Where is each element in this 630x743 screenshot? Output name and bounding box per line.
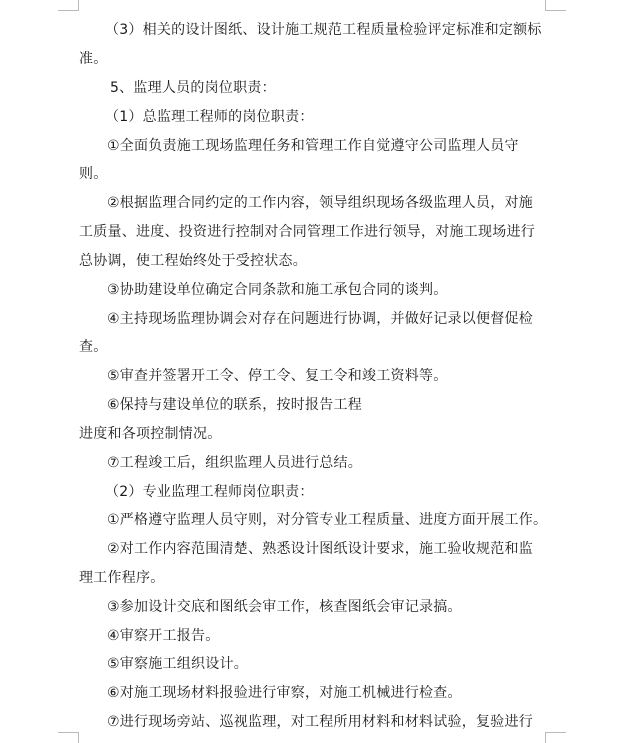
crop-mark-top-left-vertical (78, 0, 79, 11)
text-line: 总协调，使工程始终处于受控状态。 (79, 253, 307, 269)
subsection-heading: （1）总监理工程师的岗位职责： (105, 109, 314, 125)
text-line: 则。 (79, 166, 108, 182)
section-heading: 5、监理人员的岗位职责： (110, 80, 276, 96)
text-line: （3）相关的设计图纸、设计施工规范工程质量检验评定标准和定额标 (105, 22, 542, 38)
text-line: ③参加设计交底和图纸会审工作，核查图纸会审记录搞。 (107, 599, 462, 615)
text-line: ⑤审察施工组织设计。 (107, 656, 249, 672)
crop-mark-top-right-horizontal (545, 10, 566, 11)
crop-mark-bottom-left-horizontal (58, 732, 79, 733)
crop-mark-bottom-right-horizontal (545, 732, 566, 733)
text-line: ①全面负责施工现场监理任务和管理工作自觉遵守公司监理人员守 (107, 138, 519, 154)
text-line: ⑦工程竣工后，组织监理人员进行总结。 (107, 455, 363, 471)
text-line: 工质量、进度、投资进行控制对合同管理工作进行领导，对施工现场进行 (79, 224, 535, 240)
crop-mark-top-left-horizontal (58, 10, 79, 11)
text-line: ②根据监理合同约定的工作内容，领导组织现场各级监理人员，对施 (107, 195, 534, 211)
text-line: ④主持现场监理协调会对存在问题进行协调，并做好记录以便督促检 (107, 311, 534, 327)
text-line: ②对工作内容范围清楚、熟悉设计图纸设计要求，施工验收规范和监 (107, 541, 534, 557)
text-line: ⑥保持与建设单位的联系，按时报告工程 (107, 397, 363, 413)
text-line: 准。 (79, 51, 108, 67)
subsection-heading: （2）专业监理工程师岗位职责： (105, 484, 314, 500)
text-line: 进度和各项控制情况。 (79, 426, 222, 442)
text-line: ④审察开工报告。 (107, 628, 220, 644)
text-line: 查。 (79, 339, 108, 355)
crop-mark-top-right-vertical (545, 0, 546, 11)
text-line: ⑤审查并签署开工令、停工令、复工令和竣工资料等。 (107, 368, 448, 384)
crop-mark-bottom-left-vertical (78, 732, 79, 743)
text-line: ③协助建设单位确定合同条款和施工承包合同的谈判。 (107, 282, 448, 298)
text-line: ⑦进行现场旁站、巡视监理，对工程所用材料和材料试验，复验进行 (107, 714, 534, 730)
text-line: 理工作程序。 (79, 570, 165, 586)
text-line: ①严格遵守监理人员守则，对分管专业工程质量、进度方面开展工作。 (107, 512, 548, 528)
crop-mark-bottom-right-vertical (545, 732, 546, 743)
text-line: ⑥对施工现场材料报验进行审察，对施工机械进行检查。 (107, 685, 462, 701)
